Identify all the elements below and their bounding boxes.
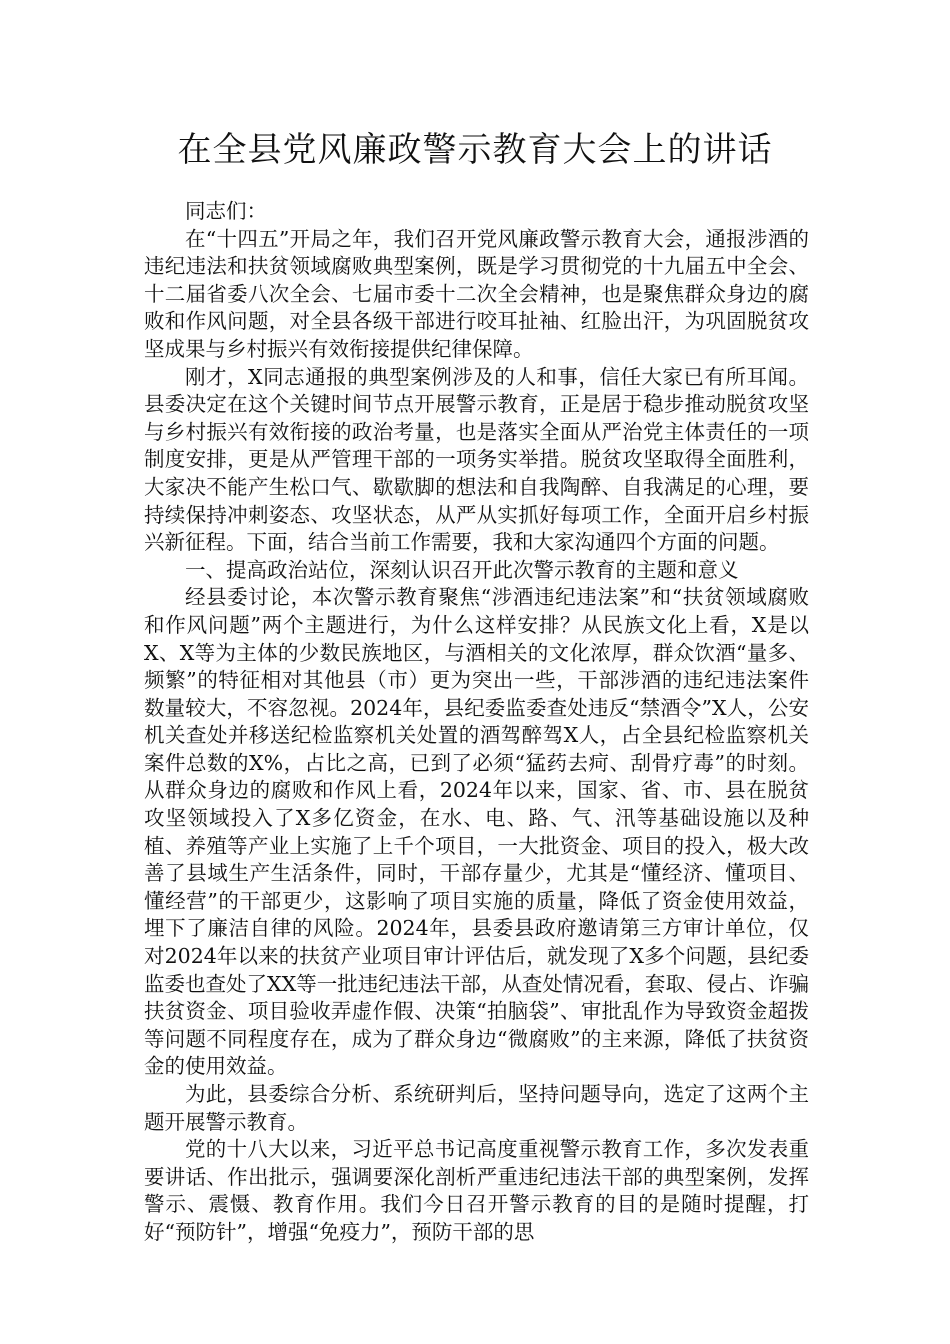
- document-body: [144, 198, 809, 1247]
- body-paragraph: 在“十四五”开局之年，我们召开党风廉政警示教育大会，通报涉酒的违纪违法和扶贫领域腐败典型案例，既是学习贯彻党的十九届五中全会、十二届省委八次全会、七届市委十二次全会精神，也是聚焦群众身边的腐败和作风问题，对全县各级干部进行咬耳扯袖、红脸出汗，为巩固脱贫攻坚成果与乡村振兴有效衔接提供纪律保障。: [144, 226, 809, 361]
- section-heading: 一、提高政治站位，深刻认识召开此次警示教育的主题和意义: [185, 557, 739, 582]
- salutation: 同志们：: [185, 199, 267, 223]
- body-paragraph: 党的十八大以来，习近平总书记高度重视警示教育工作，多次发表重要讲话、作出批示，强调要深化剖析严重违纪违法干部的典型案例，发挥警示、震慑、教育作用。我们今日召开警示教育的目的是随时提醒，打好“预防针”，增强“免疫力”，预防干部的思: [144, 1137, 809, 1244]
- body-paragraph: 刚才，X同志通报的典型案例涉及的人和事，信任大家已有所耳闻。县委决定在这个关键时间节点开展警示教育，正是居于稳步推动脱贫攻坚与乡村振兴有效衔接的政治考量，也是落实全面从严治党主体责任的一项制度安排，更是从严管理干部的一项务实举措。脱贫攻坚取得全面胜利，大家决不能产生松口气、歇歇脚的想法和自我陶醉、自我满足的心理，要持续保持冲刺姿态、攻坚状态，从严从实抓好每项工作，全面开启乡村振兴新征程。下面，结合当前工作需要，我和大家沟通四个方面的问题。: [144, 364, 809, 555]
- document-title: 在全县党风廉政警示教育大会上的讲话: [177, 130, 773, 170]
- body-paragraph: 为此，县委综合分析、系统研判后，坚持问题导向，选定了这两个主题开展警示教育。: [144, 1082, 809, 1134]
- body-paragraph: 经县委讨论，本次警示教育聚焦“涉酒违纪违法案”和“扶贫领域腐败和作风问题”两个主题进行，为什么这样安排？从民族文化上看，X是以X、X等为主体的少数民族地区，与酒相关的文化浓厚，群众饮酒“量多、频繁”的特征相对其他县（市）更为突出一些，干部涉酒的违纪违法案件数量较大，不容忽视。2024年，县纪委监委查处违反“禁酒令”X人，公安机关查处并移送纪检监察机关处置的酒驾醉驾X人，占全县纪检监察机关案件总数的X%，占比之高，已到了必须“猛药去疴、刮骨疗毒”的时刻。从群众身边的腐败和作风上看，2024年以来，国家、省、市、县在脱贫攻坚领域投入了X多亿资金，在水、电、路、气、汛等基础设施以及种植、养殖等产业上实施了上千个项目，一大批资金、项目的投入，极大改善了县域生产生活条件，同时，干部存量少，尤其是“懂经济、懂项目、懂经营”的干部更少，这影响了项目实施的质量，降低了资金使用效益，埋下了廉洁自律的风险。2024年，县委县政府邀请第三方审计单位，仅对2024年以来的扶贫产业项目审计评估后，就发现了X多个问题，县纪委监委也查处了XX等一批违纪违法干部，从查处情况看，套取、侵占、诈骗扶贫资金、项目验收弄虚作假、决策“拍脑袋”、审批乱作为导致资金超拨等问题不同程度存在，成为了群众身边“微腐败”的主来源，降低了扶贫资金的使用效益。: [144, 585, 809, 1079]
